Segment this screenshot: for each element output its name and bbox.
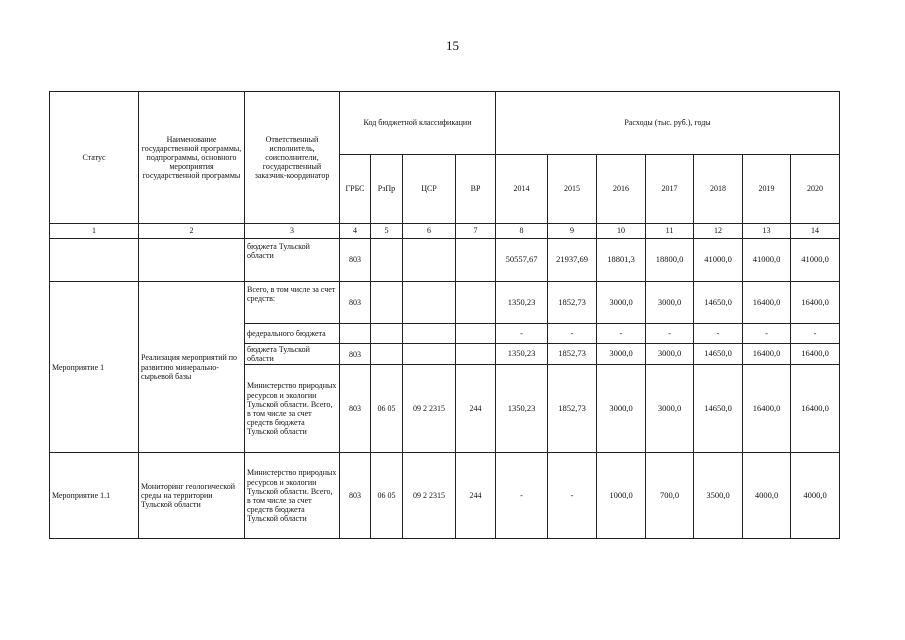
- col-number: 11: [646, 224, 694, 239]
- table-row: [50, 453, 840, 539]
- rzpr-cell: [371, 282, 403, 324]
- status-cell: Мероприятие 1.1: [50, 453, 139, 539]
- value-cell: 700,0: [646, 453, 694, 539]
- header-vr: ВР: [456, 155, 496, 224]
- value-cell: 16400,0: [743, 365, 791, 453]
- header-year: 2016: [597, 155, 646, 224]
- header-grbs: ГРБС: [340, 155, 371, 224]
- header-year: 2015: [548, 155, 597, 224]
- col-number: 12: [694, 224, 743, 239]
- value-cell: 1852,73: [548, 365, 597, 453]
- header-rzpr: РзПр: [371, 155, 403, 224]
- col-number: 9: [548, 224, 597, 239]
- header-year: 2020: [791, 155, 840, 224]
- value-cell: 21937,69: [548, 239, 597, 282]
- table-row: [50, 282, 840, 324]
- value-cell: 3000,0: [646, 344, 694, 365]
- value-cell: 14650,0: [694, 282, 743, 324]
- source-cell: Всего, в том числе за счет средств:: [245, 282, 340, 324]
- col-number: 14: [791, 224, 840, 239]
- col-number: 13: [743, 224, 791, 239]
- col-number: 10: [597, 224, 646, 239]
- vr-cell: [456, 239, 496, 282]
- source-cell: бюджета Тульской области: [245, 344, 340, 365]
- value-cell: 1000,0: [597, 453, 646, 539]
- vr-cell: 244: [456, 365, 496, 453]
- value-cell: 4000,0: [743, 453, 791, 539]
- col-number: 6: [403, 224, 456, 239]
- value-cell: -: [548, 324, 597, 344]
- value-cell: 41000,0: [791, 239, 840, 282]
- rzpr-cell: 06 05: [371, 453, 403, 539]
- grbs-cell: 803: [340, 453, 371, 539]
- csr-cell: 09 2 2315: [403, 365, 456, 453]
- col-number: 3: [245, 224, 340, 239]
- value-cell: 18801,3: [597, 239, 646, 282]
- value-cell: 4000,0: [791, 453, 840, 539]
- page-number: 15: [446, 38, 459, 53]
- budget-table: [49, 91, 840, 539]
- source-cell: федерального бюджета: [245, 324, 340, 344]
- csr-cell: [403, 282, 456, 324]
- col-number: 8: [496, 224, 548, 239]
- value-cell: -: [496, 324, 548, 344]
- name-cell: [139, 239, 245, 282]
- value-cell: 1852,73: [548, 282, 597, 324]
- value-cell: 41000,0: [743, 239, 791, 282]
- value-cell: 16400,0: [791, 365, 840, 453]
- table-row: [50, 239, 840, 282]
- value-cell: -: [597, 324, 646, 344]
- value-cell: 3000,0: [597, 365, 646, 453]
- header-csr: ЦСР: [403, 155, 456, 224]
- header-status: Статус: [50, 92, 139, 224]
- grbs-cell: 803: [340, 344, 371, 365]
- source-cell: Министерство природных ресурсов и экологии Тульской области. Всего, в том числе за счет средств бюджета Тульской области: [245, 365, 340, 453]
- name-cell: Реализация мероприятий по развитию минерально-сырьевой базы: [139, 282, 245, 453]
- grbs-cell: [340, 324, 371, 344]
- value-cell: 1852,73: [548, 344, 597, 365]
- vr-cell: [456, 344, 496, 365]
- header-responsible: Ответственный исполнитель, соисполнители, государственный заказчик-координатор: [245, 92, 340, 224]
- value-cell: -: [694, 324, 743, 344]
- rzpr-cell: 06 05: [371, 365, 403, 453]
- grbs-cell: 803: [340, 239, 371, 282]
- col-number: 1: [50, 224, 139, 239]
- csr-cell: [403, 324, 456, 344]
- status-cell: [50, 239, 139, 282]
- csr-cell: [403, 239, 456, 282]
- value-cell: 16400,0: [743, 282, 791, 324]
- rzpr-cell: [371, 324, 403, 344]
- grbs-cell: 803: [340, 365, 371, 453]
- vr-cell: 244: [456, 453, 496, 539]
- source-cell: бюджета Тульской области: [245, 239, 340, 282]
- value-cell: 16400,0: [743, 344, 791, 365]
- col-number: 2: [139, 224, 245, 239]
- rzpr-cell: [371, 239, 403, 282]
- value-cell: -: [496, 453, 548, 539]
- value-cell: 50557,67: [496, 239, 548, 282]
- status-cell: Мероприятие 1: [50, 282, 139, 453]
- value-cell: 1350,23: [496, 344, 548, 365]
- header-expenses: Расходы (тыс. руб.), годы: [496, 92, 840, 155]
- col-number: 7: [456, 224, 496, 239]
- value-cell: 3000,0: [597, 282, 646, 324]
- value-cell: 1350,23: [496, 282, 548, 324]
- value-cell: 18800,0: [646, 239, 694, 282]
- header-year: 2014: [496, 155, 548, 224]
- name-cell: Мониторинг геологической среды на территории Тульской области: [139, 453, 245, 539]
- col-number: 5: [371, 224, 403, 239]
- header-year: 2017: [646, 155, 694, 224]
- grbs-cell: 803: [340, 282, 371, 324]
- rzpr-cell: [371, 344, 403, 365]
- value-cell: 14650,0: [694, 344, 743, 365]
- value-cell: -: [791, 324, 840, 344]
- header-year: 2019: [743, 155, 791, 224]
- value-cell: 16400,0: [791, 282, 840, 324]
- value-cell: -: [646, 324, 694, 344]
- source-cell: Министерство природных ресурсов и экологии Тульской области. Всего, в том числе за счет средств бюджета Тульской области: [245, 453, 340, 539]
- header-budget-code: Код бюджетной классификации: [340, 92, 496, 155]
- vr-cell: [456, 282, 496, 324]
- value-cell: 14650,0: [694, 365, 743, 453]
- value-cell: 3000,0: [646, 365, 694, 453]
- value-cell: 3500,0: [694, 453, 743, 539]
- value-cell: 1350,23: [496, 365, 548, 453]
- value-cell: 3000,0: [597, 344, 646, 365]
- value-cell: 41000,0: [694, 239, 743, 282]
- value-cell: 3000,0: [646, 282, 694, 324]
- col-number: 4: [340, 224, 371, 239]
- csr-cell: 09 2 2315: [403, 453, 456, 539]
- value-cell: -: [548, 453, 597, 539]
- csr-cell: [403, 344, 456, 365]
- header-year: 2018: [694, 155, 743, 224]
- vr-cell: [456, 324, 496, 344]
- value-cell: -: [743, 324, 791, 344]
- header-name: Наименование государственной программы, подпрограммы, основного мероприятия государственной программы: [139, 92, 245, 224]
- value-cell: 16400,0: [791, 344, 840, 365]
